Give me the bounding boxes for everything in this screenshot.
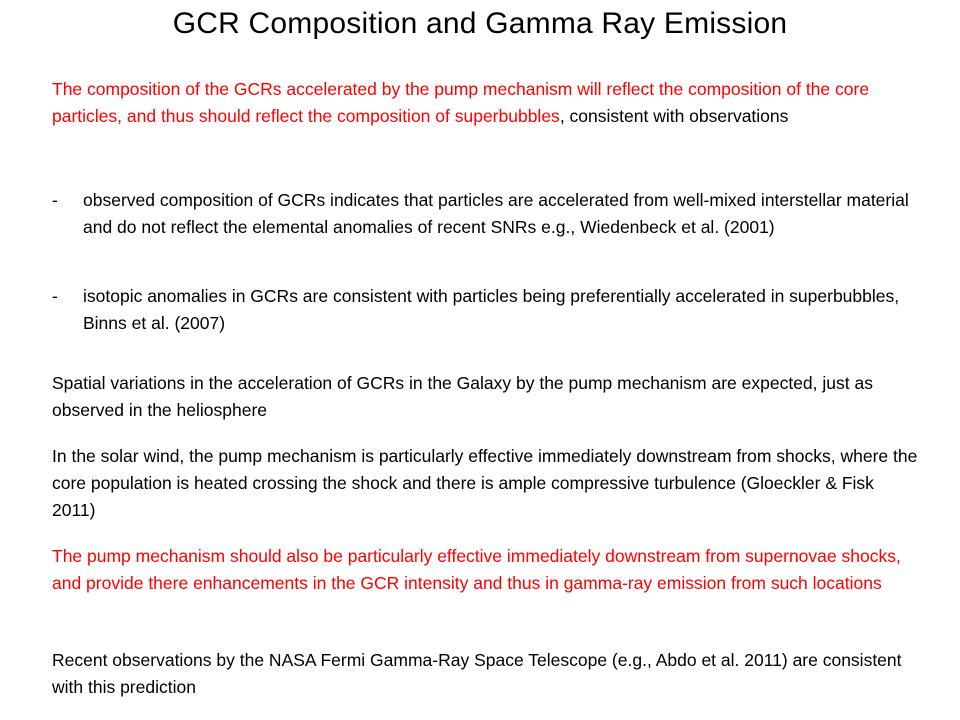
composition-highlight-text: The composition of the GCRs accelerated by the pump mechanism will reflect the composition of the core particles, and thus should reflect the composition of superbubbles xyxy=(52,79,870,126)
bullet-item-composition xyxy=(52,187,930,268)
bullet-marker: - xyxy=(52,190,58,210)
slide-title: GCR Composition and Gamma Ray Emission xyxy=(172,7,788,40)
composition-tail-text: , consistent with observations xyxy=(559,106,789,126)
bullet-text: isotopic anomalies in GCRs are consistent with particles being preferentially accelerated in superbubbles, Binns et al. (2007) xyxy=(83,286,900,333)
bullet-text: observed composition of GCRs indicates that particles are accelerated from well-mixed interstellar material and do not reflect the elemental anomalies of recent SNRs e.g., Wiedenbeck et al. (2001) xyxy=(83,190,909,237)
paragraph-solar-wind: In the solar wind, the pump mechanism is particularly effective immediately downstream from shocks, where the core population is heated crossing the shock and there is ample compressive turbulence (Gloeckler & Fisk 2011) xyxy=(52,446,918,520)
bullet-marker: - xyxy=(52,286,58,306)
paragraph-spatial-variations: Spatial variations in the acceleration of GCRs in the Galaxy by the pump mechanism are expected, just as observed in the heliosphere xyxy=(52,373,873,420)
paragraph-supernovae: The pump mechanism should also be particularly effective immediately downstream from supernovae shocks, and provide there enhancements in the GCR intensity and thus in gamma-ray emission from such locations xyxy=(52,546,901,593)
paragraph-fermi: Recent observations by the NASA Fermi Gamma-Ray Space Telescope (e.g., Abdo et al. 2011) are consistent with this prediction xyxy=(52,650,902,697)
paragraph-composition xyxy=(52,76,922,130)
bullet-item-isotopic xyxy=(52,283,930,337)
